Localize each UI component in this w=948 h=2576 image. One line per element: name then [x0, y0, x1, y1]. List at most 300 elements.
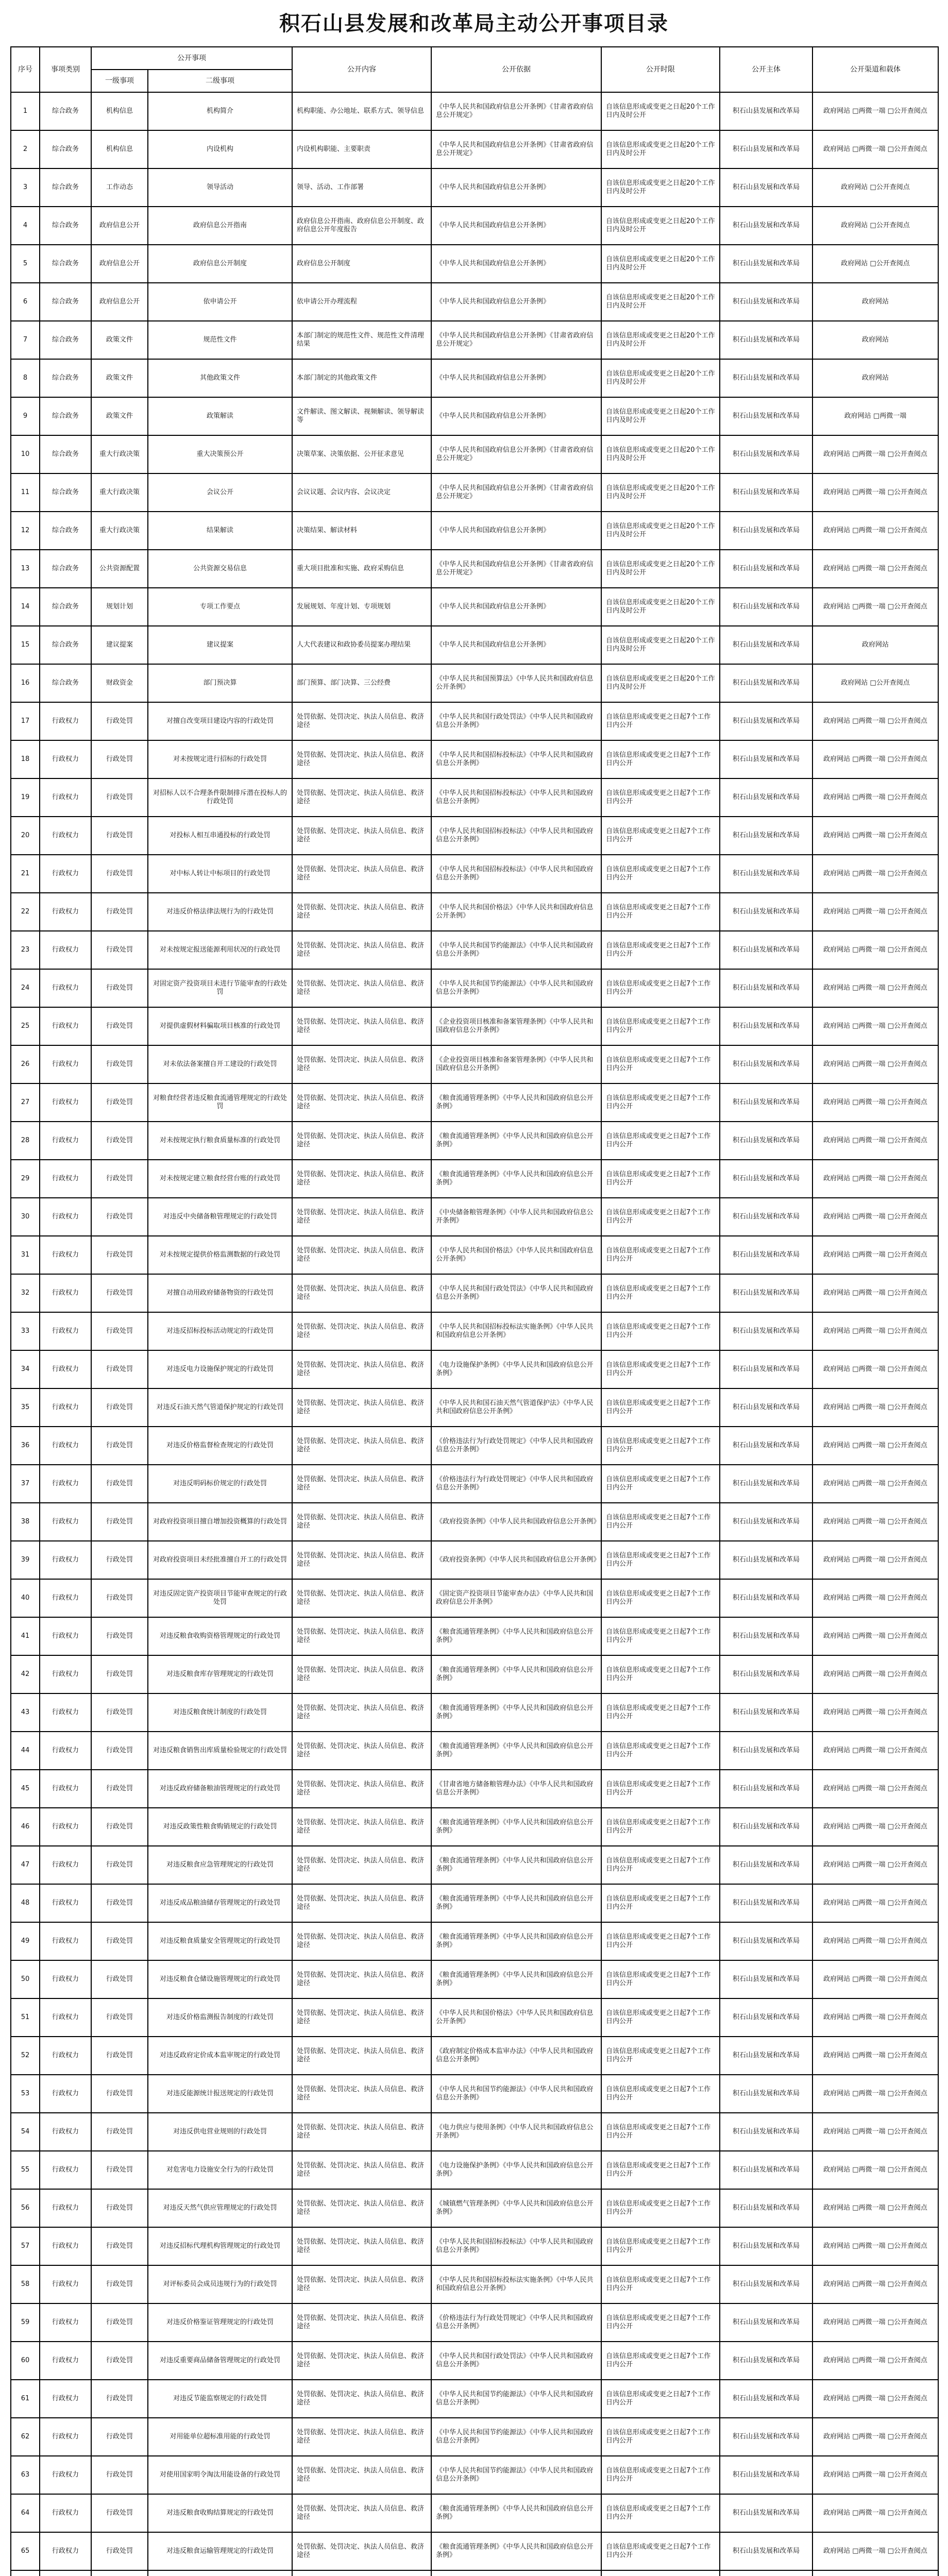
cell-time-limit: 自该信息形成或变更之日起7个工作日内公开: [601, 2380, 720, 2418]
cell-subject: 积石山县发展和改革局: [720, 893, 812, 931]
cell-level1: 政府信息公开: [91, 283, 148, 321]
cell-time-limit: 自该信息形成或变更之日起7个工作日内公开: [601, 2265, 720, 2303]
cell-channel: 政府网站: [812, 626, 938, 664]
cell-level1: 行政处罚: [91, 1579, 148, 1617]
cell-time-limit: 自该信息形成或变更之日起20个工作日内及时公开: [601, 359, 720, 397]
cell-basis: 《中华人民共和国招标投标法实施条例》《中华人民共和国政府信息公开条例》: [431, 1312, 601, 1350]
cell-content: 处罚依据、处罚决定、执法人员信息、救济途径: [292, 702, 431, 740]
cell-subject: 积石山县发展和改革局: [720, 1122, 812, 1160]
cell-content: 发展规划、年度计划、专项规划: [292, 588, 431, 626]
cell-seq: 2: [11, 130, 40, 168]
cell-level2: 对违反粮食运输管理规定的行政处罚: [148, 2532, 292, 2570]
cell-level1: 行政处罚: [91, 1770, 148, 1808]
table-row: [11, 2418, 938, 2456]
cell-basis: 《中华人民共和国政府信息公开条例》《甘肃省政府信息公开规定》: [431, 473, 601, 512]
cell-basis: 《中华人民共和国政府信息公开条例》《甘肃省政府信息公开规定》: [431, 435, 601, 473]
cell-level1: 行政处罚: [91, 1122, 148, 1160]
cell-level1: 行政处罚: [91, 1503, 148, 1541]
cell-level2: 对违反粮食统计制度的行政处罚: [148, 1693, 292, 1732]
cell-time-limit: 自该信息形成或变更之日起7个工作日内公开: [601, 2303, 720, 2342]
cell-subject: 积石山县发展和改革局: [720, 321, 812, 359]
cell-time-limit: [601, 2570, 720, 2576]
cell-level2: 重大决策预公开: [148, 435, 292, 473]
table-row: [11, 1350, 938, 1388]
table-row: [11, 1998, 938, 2037]
cell-time-limit: 自该信息形成或变更之日起7个工作日内公开: [601, 1236, 720, 1274]
cell-time-limit: 自该信息形成或变更之日起7个工作日内公开: [601, 2342, 720, 2380]
cell-time-limit: 自该信息形成或变更之日起20个工作日内及时公开: [601, 473, 720, 512]
cell-basis: 《中华人民共和国节约能源法》《中华人民共和国政府信息公开条例》: [431, 2075, 601, 2113]
cell-category: 行政权力: [40, 1465, 91, 1503]
cell-basis: 《粮食流通管理条例》《中华人民共和国政府信息公开条例》: [431, 1922, 601, 1960]
cell-basis: 《粮食流通管理条例》《中华人民共和国政府信息公开条例》: [431, 1732, 601, 1770]
cell-seq: 16: [11, 664, 40, 702]
cell-channel: 政府网站 □两微一端 □公开查阅点: [812, 1236, 938, 1274]
cell-subject: 积石山县发展和改革局: [720, 740, 812, 778]
cell-time-limit: 自该信息形成或变更之日起7个工作日内公开: [601, 1083, 720, 1122]
cell-content: 处罚依据、处罚决定、执法人员信息、救济途径: [292, 778, 431, 817]
table-row: [11, 168, 938, 207]
cell-category: 行政权力: [40, 1350, 91, 1388]
cell-basis: 《中华人民共和国招标投标法》《中华人民共和国政府信息公开条例》: [431, 2227, 601, 2265]
cell-time-limit: 自该信息形成或变更之日起7个工作日内公开: [601, 740, 720, 778]
cell-content: 处罚依据、处罚决定、执法人员信息、救济途径: [292, 1122, 431, 1160]
cell-subject: 积石山县发展和改革局: [720, 1579, 812, 1617]
table-row: [11, 1541, 938, 1579]
cell-level2: 对违反粮食收购资格管理规定的行政处罚: [148, 1617, 292, 1655]
cell-level2: 对违反石油天然气管道保护规定的行政处罚: [148, 1388, 292, 1427]
cell-time-limit: 自该信息形成或变更之日起7个工作日内公开: [601, 1846, 720, 1884]
cell-seq: 29: [11, 1160, 40, 1198]
cell-content: 本部门制定的规范性文件、规范性文件清理结果: [292, 321, 431, 359]
cell-level2: 对违反电力设施保护规定的行政处罚: [148, 1350, 292, 1388]
cell-category: 综合政务: [40, 588, 91, 626]
cell-time-limit: 自该信息形成或变更之日起7个工作日内公开: [601, 1388, 720, 1427]
cell-seq: 8: [11, 359, 40, 397]
cell-level2: 对违反成品粮油储存管理规定的行政处罚: [148, 1884, 292, 1922]
cell-channel: 政府网站 □两微一端 □公开查阅点: [812, 1503, 938, 1541]
cell-channel: 政府网站 □两微一端 □公开查阅点: [812, 1960, 938, 1998]
cell-time-limit: 自该信息形成或变更之日起7个工作日内公开: [601, 855, 720, 893]
cell-subject: 积石山县发展和改革局: [720, 1808, 812, 1846]
cell-subject: 积石山县发展和改革局: [720, 2189, 812, 2227]
cell-level1: 行政处罚: [91, 1808, 148, 1846]
cell-category: 行政权力: [40, 2380, 91, 2418]
cell-level1: 行政处罚: [91, 855, 148, 893]
cell-level2: 对违反供电营业规则的行政处罚: [148, 2113, 292, 2151]
cell-seq: 7: [11, 321, 40, 359]
table-row: [11, 2151, 938, 2189]
cell-basis: 《政府投资条例》《中华人民共和国政府信息公开条例》: [431, 1541, 601, 1579]
table-row: [11, 1503, 938, 1541]
cell-category: 行政权力: [40, 969, 91, 1007]
cell-level1: 机构信息: [91, 130, 148, 168]
cell-channel: 政府网站 □两微一端 □公开查阅点: [812, 1274, 938, 1312]
cell-subject: 积石山县发展和改革局: [720, 2342, 812, 2380]
cell-level1: 规划计划: [91, 588, 148, 626]
cell-category: 综合政务: [40, 664, 91, 702]
cell-subject: 积石山县发展和改革局: [720, 1884, 812, 1922]
table-row: [11, 1465, 938, 1503]
cell-time-limit: 自该信息形成或变更之日起20个工作日内及时公开: [601, 245, 720, 283]
cell-seq: [11, 2570, 40, 2576]
cell-level1: 行政处罚: [91, 2113, 148, 2151]
cell-channel: 政府网站 □两微一端 □公开查阅点: [812, 1732, 938, 1770]
cell-basis: 《电力设施保护条例》《中华人民共和国政府信息公开条例》: [431, 1350, 601, 1388]
cell-category: 行政权力: [40, 1770, 91, 1808]
table-row: [11, 1617, 938, 1655]
table-row: [11, 2303, 938, 2342]
cell-subject: 积石山县发展和改革局: [720, 817, 812, 855]
cell-time-limit: 自该信息形成或变更之日起7个工作日内公开: [601, 1122, 720, 1160]
cell-channel: 政府网站 □两微一端 □公开查阅点: [812, 92, 938, 130]
cell-channel: 政府网站 □两微一端 □公开查阅点: [812, 2227, 938, 2265]
cell-category: 行政权力: [40, 1045, 91, 1083]
table-row: [11, 1388, 938, 1427]
cell-category: 行政权力: [40, 778, 91, 817]
cell-channel: 政府网站 □两微一端 □公开查阅点: [812, 1770, 938, 1808]
cell-seq: 11: [11, 473, 40, 512]
table-row: [11, 1198, 938, 1236]
cell-category: 行政权力: [40, 1808, 91, 1846]
cell-category: 综合政务: [40, 92, 91, 130]
cell-channel: 政府网站 □两微一端 □公开查阅点: [812, 1427, 938, 1465]
table-row: [11, 2265, 938, 2303]
cell-level2: 对违反粮食销售出库质量检验规定的行政处罚: [148, 1732, 292, 1770]
cell-category: 行政权力: [40, 817, 91, 855]
cell-level1: 行政处罚: [91, 1541, 148, 1579]
cell-seq: 36: [11, 1427, 40, 1465]
table-row: [11, 1122, 938, 1160]
cell-content: 处罚依据、处罚决定、执法人员信息、救济途径: [292, 2075, 431, 2113]
cell-seq: 28: [11, 1122, 40, 1160]
cell-time-limit: 自该信息形成或变更之日起7个工作日内公开: [601, 1160, 720, 1198]
cell-subject: 积石山县发展和改革局: [720, 2418, 812, 2456]
cell-level1: 行政处罚: [91, 1693, 148, 1732]
cell-basis: 《价格违法行为行政处罚规定》《中华人民共和国政府信息公开条例》: [431, 1427, 601, 1465]
cell-channel: 政府网站 □两微一端 □公开查阅点: [812, 1007, 938, 1045]
cell-subject: 积石山县发展和改革局: [720, 1998, 812, 2037]
cell-level2: 建议提案: [148, 626, 292, 664]
cell-level1: 行政处罚: [91, 778, 148, 817]
cell-level1: 行政处罚: [91, 702, 148, 740]
cell-seq: 4: [11, 207, 40, 245]
cell-content: 处罚依据、处罚决定、执法人员信息、救济途径: [292, 1274, 431, 1312]
cell-basis: 《中华人民共和国行政处罚法》《中华人民共和国政府信息公开条例》: [431, 2342, 601, 2380]
document-title: 积石山县发展和改革局主动公开事项目录: [279, 11, 669, 36]
cell-time-limit: 自该信息形成或变更之日起7个工作日内公开: [601, 1960, 720, 1998]
cell-basis: 《中华人民共和国招标投标法》《中华人民共和国政府信息公开条例》: [431, 778, 601, 817]
cell-subject: 积石山县发展和改革局: [720, 1007, 812, 1045]
table-header-row: [11, 47, 938, 70]
header-channel: 公开渠道和载体: [812, 47, 938, 92]
cell-basis: 《中华人民共和国招标投标法》《中华人民共和国政府信息公开条例》: [431, 740, 601, 778]
cell-level1: 重大行政决策: [91, 435, 148, 473]
cell-seq: 61: [11, 2380, 40, 2418]
cell-content: 处罚依据、处罚决定、执法人员信息、救济途径: [292, 1960, 431, 1998]
cell-basis: 《粮食流通管理条例》《中华人民共和国政府信息公开条例》: [431, 1884, 601, 1922]
cell-subject: 积石山县发展和改革局: [720, 1465, 812, 1503]
cell-seq: 30: [11, 1198, 40, 1236]
cell-channel: 政府网站: [812, 359, 938, 397]
cell-category: 行政权力: [40, 855, 91, 893]
cell-content: 处罚依据、处罚决定、执法人员信息、救济途径: [292, 1388, 431, 1427]
table-row: [11, 397, 938, 435]
cell-level1: 行政处罚: [91, 1007, 148, 1045]
cell-basis: 《电力设施保护条例》《中华人民共和国政府信息公开条例》: [431, 2151, 601, 2189]
cell-basis: 《粮食流通管理条例》《中华人民共和国政府信息公开条例》: [431, 1160, 601, 1198]
cell-category: 综合政务: [40, 130, 91, 168]
cell-subject: 积石山县发展和改革局: [720, 207, 812, 245]
cell-level1: 行政处罚: [91, 1884, 148, 1922]
cell-subject: 积石山县发展和改革局: [720, 1960, 812, 1998]
cell-category: 行政权力: [40, 1083, 91, 1122]
table-row: [11, 1922, 938, 1960]
cell-time-limit: 自该信息形成或变更之日起7个工作日内公开: [601, 1732, 720, 1770]
cell-content: 处罚依据、处罚决定、执法人员信息、救济途径: [292, 2265, 431, 2303]
cell-channel: 政府网站 □两微一端 □公开查阅点: [812, 588, 938, 626]
cell-level1: 行政处罚: [91, 817, 148, 855]
cell-category: 行政权力: [40, 1884, 91, 1922]
cell-level2: 政府信息公开指南: [148, 207, 292, 245]
cell-seq: 51: [11, 1998, 40, 2037]
table-row: [11, 1160, 938, 1198]
cell-content: 重大项目批准和实施、政府采购信息: [292, 550, 431, 588]
cell-basis: 《中华人民共和国政府信息公开条例》: [431, 626, 601, 664]
cell-channel: 政府网站 □两微一端 □公开查阅点: [812, 702, 938, 740]
cell-time-limit: 自该信息形成或变更之日起20个工作日内及时公开: [601, 92, 720, 130]
cell-channel: 政府网站 □两微一端 □公开查阅点: [812, 512, 938, 550]
cell-level1: 行政处罚: [91, 1846, 148, 1884]
cell-subject: 积石山县发展和改革局: [720, 2380, 812, 2418]
cell-basis: 《中华人民共和国政府信息公开条例》: [431, 245, 601, 283]
cell-channel: 政府网站 □两微一端 □公开查阅点: [812, 2494, 938, 2532]
cell-content: 处罚依据、处罚决定、执法人员信息、救济途径: [292, 1732, 431, 1770]
cell-category: 综合政务: [40, 435, 91, 473]
table-row: [11, 130, 938, 168]
cell-subject: 积石山县发展和改革局: [720, 1503, 812, 1541]
cell-content: 处罚依据、处罚决定、执法人员信息、救济途径: [292, 1312, 431, 1350]
cell-subject: 积石山县发展和改革局: [720, 1770, 812, 1808]
cell-level2: 政策解读: [148, 397, 292, 435]
cell-level2: 对违反天然气供应管理规定的行政处罚: [148, 2189, 292, 2227]
cell-level2: 专项工作要点: [148, 588, 292, 626]
cell-content: 处罚依据、处罚决定、执法人员信息、救济途径: [292, 2456, 431, 2494]
cell-subject: 积石山县发展和改革局: [720, 1312, 812, 1350]
cell-time-limit: 自该信息形成或变更之日起20个工作日内及时公开: [601, 130, 720, 168]
cell-time-limit: 自该信息形成或变更之日起7个工作日内公开: [601, 2494, 720, 2532]
cell-channel: 政府网站 □两微一端: [812, 397, 938, 435]
table-row: [11, 1312, 938, 1350]
cell-seq: 18: [11, 740, 40, 778]
cell-level1: [91, 2570, 148, 2576]
cell-channel: 政府网站 □两微一端 □公开查阅点: [812, 1808, 938, 1846]
cell-category: 行政权力: [40, 1541, 91, 1579]
table-row: [11, 92, 938, 130]
table-row: [11, 931, 938, 969]
cell-content: 处罚依据、处罚决定、执法人员信息、救济途径: [292, 1579, 431, 1617]
cell-category: 行政权力: [40, 1388, 91, 1427]
cell-seq: 39: [11, 1541, 40, 1579]
cell-seq: 31: [11, 1236, 40, 1274]
cell-content: 处罚依据、处罚决定、执法人员信息、救济途径: [292, 740, 431, 778]
cell-seq: 48: [11, 1884, 40, 1922]
cell-level2: 对未按规定建立粮食经营台账的行政处罚: [148, 1160, 292, 1198]
cell-category: 综合政务: [40, 207, 91, 245]
cell-category: 行政权力: [40, 1427, 91, 1465]
cell-subject: 积石山县发展和改革局: [720, 2265, 812, 2303]
cell-time-limit: 自该信息形成或变更之日起7个工作日内公开: [601, 1693, 720, 1732]
table-row: [11, 512, 938, 550]
header-time-limit: 公开时限: [601, 47, 720, 92]
table-row: [11, 664, 938, 702]
cell-seq: 20: [11, 817, 40, 855]
cell-level1: 行政处罚: [91, 1274, 148, 1312]
cell-subject: 积石山县发展和改革局: [720, 626, 812, 664]
cell-subject: 积石山县发展和改革局: [720, 2075, 812, 2113]
table-row: [11, 550, 938, 588]
cell-seq: 50: [11, 1960, 40, 1998]
cell-subject: 积石山县发展和改革局: [720, 1083, 812, 1122]
cell-level2: 对违反节能监察规定的行政处罚: [148, 2380, 292, 2418]
cell-time-limit: 自该信息形成或变更之日起7个工作日内公开: [601, 2037, 720, 2075]
cell-channel: [812, 2570, 938, 2576]
cell-content: 处罚依据、处罚决定、执法人员信息、救济途径: [292, 1998, 431, 2037]
cell-time-limit: 自该信息形成或变更之日起20个工作日内及时公开: [601, 626, 720, 664]
cell-time-limit: 自该信息形成或变更之日起20个工作日内及时公开: [601, 207, 720, 245]
cell-subject: 积石山县发展和改革局: [720, 1846, 812, 1884]
cell-basis: 《中华人民共和国政府信息公开条例》《甘肃省政府信息公开规定》: [431, 321, 601, 359]
cell-basis: 《中华人民共和国价格法》《中华人民共和国政府信息公开条例》: [431, 1998, 601, 2037]
cell-basis: 《中华人民共和国政府信息公开条例》: [431, 588, 601, 626]
table-row: [11, 245, 938, 283]
cell-level2: 领导活动: [148, 168, 292, 207]
cell-channel: 政府网站 □两微一端 □公开查阅点: [812, 1884, 938, 1922]
cell-channel: 政府网站 □两微一端 □公开查阅点: [812, 550, 938, 588]
cell-channel: 政府网站 □两微一端 □公开查阅点: [812, 1388, 938, 1427]
cell-content: 处罚依据、处罚决定、执法人员信息、救济途径: [292, 969, 431, 1007]
cell-level1: 行政处罚: [91, 2380, 148, 2418]
cell-channel: 政府网站 □两微一端 □公开查阅点: [812, 1160, 938, 1198]
cell-level1: 行政处罚: [91, 1732, 148, 1770]
cell-level2: 对使用国家明令淘汰用能设备的行政处罚: [148, 2456, 292, 2494]
header-category: 事项类别: [40, 47, 91, 92]
cell-seq: 34: [11, 1350, 40, 1388]
cell-category: 行政权力: [40, 1922, 91, 1960]
cell-level2: 依申请公开: [148, 283, 292, 321]
table-row: [11, 1884, 938, 1922]
cell-basis: 《中华人民共和国节约能源法》《中华人民共和国政府信息公开条例》: [431, 2456, 601, 2494]
table-row: [11, 2570, 938, 2576]
cell-basis: 《粮食流通管理条例》《中华人民共和国政府信息公开条例》: [431, 1846, 601, 1884]
cell-time-limit: 自该信息形成或变更之日起7个工作日内公开: [601, 702, 720, 740]
cell-subject: 积石山县发展和改革局: [720, 1198, 812, 1236]
cell-channel: 政府网站 □两微一端 □公开查阅点: [812, 2037, 938, 2075]
cell-basis: 《甘肃省地方储备粮管理办法》《中华人民共和国政府信息公开条例》: [431, 1770, 601, 1808]
cell-category: 行政权力: [40, 2342, 91, 2380]
cell-channel: 政府网站 □两微一端 □公开查阅点: [812, 1083, 938, 1122]
cell-subject: 积石山县发展和改革局: [720, 2532, 812, 2570]
cell-time-limit: 自该信息形成或变更之日起7个工作日内公开: [601, 1427, 720, 1465]
cell-level1: 行政处罚: [91, 931, 148, 969]
cell-channel: 政府网站 □两微一端 □公开查阅点: [812, 2151, 938, 2189]
cell-basis: 《电力供应与使用条例》《中华人民共和国政府信息公开条例》: [431, 2113, 601, 2151]
cell-content: 决策草案、决策依据、公开征求意见: [292, 435, 431, 473]
cell-time-limit: 自该信息形成或变更之日起7个工作日内公开: [601, 1312, 720, 1350]
cell-category: 行政权力: [40, 2303, 91, 2342]
cell-subject: 积石山县发展和改革局: [720, 1274, 812, 1312]
cell-time-limit: 自该信息形成或变更之日起7个工作日内公开: [601, 1998, 720, 2037]
cell-channel: 政府网站 □两微一端 □公开查阅点: [812, 1655, 938, 1693]
cell-channel: 政府网站 □两微一端 □公开查阅点: [812, 1617, 938, 1655]
cell-time-limit: 自该信息形成或变更之日起7个工作日内公开: [601, 1541, 720, 1579]
cell-time-limit: 自该信息形成或变更之日起7个工作日内公开: [601, 2189, 720, 2227]
cell-content: 处罚依据、处罚决定、执法人员信息、救济途径: [292, 1541, 431, 1579]
cell-subject: 积石山县发展和改革局: [720, 1922, 812, 1960]
cell-subject: 积石山县发展和改革局: [720, 588, 812, 626]
cell-channel: 政府网站 □两微一端 □公开查阅点: [812, 1922, 938, 1960]
cell-level1: 行政处罚: [91, 1922, 148, 1960]
table-row: [11, 2532, 938, 2570]
cell-basis: 《价格违法行为行政处罚规定》《中华人民共和国政府信息公开条例》: [431, 2303, 601, 2342]
cell-basis: 《中华人民共和国政府信息公开条例》《甘肃省政府信息公开规定》: [431, 130, 601, 168]
cell-basis: 《政府制定价格成本监审办法》《中华人民共和国政府信息公开条例》: [431, 2037, 601, 2075]
cell-level2: 政府信息公开制度: [148, 245, 292, 283]
cell-level1: 行政处罚: [91, 2075, 148, 2113]
cell-level2: 结果解读: [148, 512, 292, 550]
cell-level2: 公共资源交易信息: [148, 550, 292, 588]
cell-category: 行政权力: [40, 1274, 91, 1312]
cell-content: 处罚依据、处罚决定、执法人员信息、救济途径: [292, 1770, 431, 1808]
cell-seq: 63: [11, 2456, 40, 2494]
cell-level2: 对未按规定进行招标的行政处罚: [148, 740, 292, 778]
cell-level1: 行政处罚: [91, 969, 148, 1007]
cell-category: 行政权力: [40, 1160, 91, 1198]
cell-content: 处罚依据、处罚决定、执法人员信息、救济途径: [292, 2532, 431, 2570]
table-row: [11, 1007, 938, 1045]
cell-level1: 重大行政决策: [91, 473, 148, 512]
cell-content: 处罚依据、处罚决定、执法人员信息、救济途径: [292, 1503, 431, 1541]
table-row: [11, 1427, 938, 1465]
cell-level2: 对违反明码标价规定的行政处罚: [148, 1465, 292, 1503]
cell-content: 机构职能、办公地址、联系方式、领导信息: [292, 92, 431, 130]
cell-time-limit: 自该信息形成或变更之日起7个工作日内公开: [601, 1350, 720, 1388]
cell-seq: 23: [11, 931, 40, 969]
cell-category: 行政权力: [40, 1503, 91, 1541]
cell-subject: 积石山县发展和改革局: [720, 969, 812, 1007]
cell-content: 处罚依据、处罚决定、执法人员信息、救济途径: [292, 2494, 431, 2532]
cell-category: [40, 2570, 91, 2576]
cell-basis: 《粮食流通管理条例》《中华人民共和国政府信息公开条例》: [431, 1808, 601, 1846]
cell-basis: 《中华人民共和国石油天然气管道保护法》《中华人民共和国政府信息公开条例》: [431, 1388, 601, 1427]
table-row: [11, 740, 938, 778]
cell-seq: 42: [11, 1655, 40, 1693]
cell-channel: 政府网站 □两微一端 □公开查阅点: [812, 817, 938, 855]
table-row: [11, 2227, 938, 2265]
cell-subject: 积石山县发展和改革局: [720, 2456, 812, 2494]
cell-basis: 《粮食流通管理条例》《中华人民共和国政府信息公开条例》: [431, 1960, 601, 1998]
cell-seq: 58: [11, 2265, 40, 2303]
cell-category: 行政权力: [40, 931, 91, 969]
cell-content: 本部门制定的其他政策文件: [292, 359, 431, 397]
cell-basis: 《粮食流通管理条例》《中华人民共和国政府信息公开条例》: [431, 2532, 601, 2570]
cell-seq: 3: [11, 168, 40, 207]
cell-category: 行政权力: [40, 1846, 91, 1884]
cell-category: 行政权力: [40, 702, 91, 740]
cell-basis: 《粮食流通管理条例》《中华人民共和国政府信息公开条例》: [431, 1083, 601, 1122]
cell-level2: 内设机构: [148, 130, 292, 168]
cell-basis: 《粮食流通管理条例》《中华人民共和国政府信息公开条例》: [431, 1122, 601, 1160]
